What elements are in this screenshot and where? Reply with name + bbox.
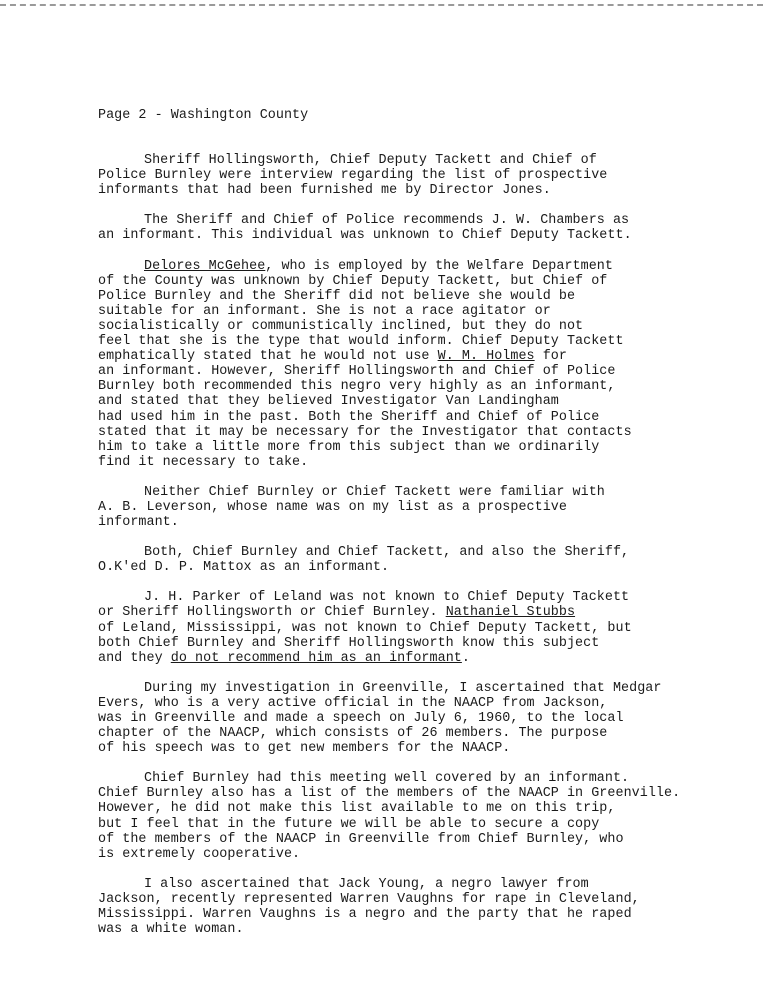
text-line [98,771,748,786]
text-line [98,922,748,937]
text-line [98,364,748,379]
document-page [98,108,748,952]
text-line [98,228,748,243]
text-segment: him to take a little more from this subject than we ordinarily [98,439,600,455]
text-segment: Both, Chief Burnley and Chief Tackett, and also the Sheriff, [144,545,630,561]
text-segment: of the members of the NAACP in Greenville from Chief Burnley, who [98,831,624,847]
text-segment: suitable for an informant. She is not a race agitator or [98,303,551,319]
underlined-text: do not recommend him as an informant [170,650,462,666]
text-line [98,651,748,666]
text-segment: Evers, who is a very active official in the NAACP from Jackson, [98,695,608,711]
text-line [98,832,748,847]
paragraph [98,213,748,243]
text-segment: or Sheriff Hollingsworth or Chief Burnley. [98,605,446,621]
text-segment: socialistically or communistically inclined, but they do not [98,318,584,334]
text-line [98,425,748,440]
text-line [98,590,748,605]
paragraph [98,545,748,575]
text-segment: informant. [98,515,179,531]
text-line [98,786,748,801]
text-line [98,892,748,907]
text-line [98,877,748,892]
text-segment: The Sheriff and Chief of Police recommends J. W. Chambers as [144,213,630,229]
text-line [98,394,748,409]
text-line [98,621,748,636]
text-segment: an informant. This individual was unknown to Chief Deputy Tackett. [98,228,632,244]
paragraph [98,877,748,937]
page-top-edge [0,4,763,6]
text-line [98,455,748,470]
text-segment: Neither Chief Burnley or Chief Tackett were familiar with [144,484,605,500]
text-line [98,304,748,319]
text-line [98,817,748,832]
text-line [98,274,748,289]
text-line [98,259,748,274]
text-line [98,485,748,500]
paragraph [98,485,748,530]
text-segment: and they [98,650,171,666]
paragraph [98,153,748,198]
text-segment: , who is employed by the Welfare Department [265,258,613,274]
underlined-text: Nathaniel Stubbs [445,605,576,621]
text-line [98,907,748,922]
text-segment: feel that she is the type that would inform. Chief Deputy Tackett [98,334,624,350]
text-segment: During my investigation in Greenville, I ascertained that Medgar [144,680,662,696]
text-segment: Police Burnley and the Sheriff did not believe she would be [98,288,576,304]
text-line [98,801,748,816]
text-segment: but I feel that in the future we will be able to secure a copy [98,816,600,832]
text-segment: chapter of the NAACP, which consists of 26 members. The purpose [98,726,608,742]
text-segment: was a white woman. [98,922,244,938]
text-segment: Jackson, recently represented Warren Vaughns for rape in Cleveland, [98,891,640,907]
text-segment: A. B. Leverson, whose name was on my list as a prospective [98,499,567,515]
text-segment: is extremely cooperative. [98,846,301,862]
text-line [98,726,748,741]
text-segment: However, he did not make this list available to me on this trip, [98,801,616,817]
text-segment: Sheriff Hollingsworth, Chief Deputy Tackett and Chief of [144,153,597,169]
text-segment: . [461,650,470,666]
text-line [98,696,748,711]
text-segment: both Chief Burnley and Sheriff Hollingsworth know this subject [98,635,600,651]
text-line [98,515,748,530]
paragraph [98,771,748,862]
text-segment: informants that had been furnished me by Director Jones. [98,183,551,199]
text-segment: had used him in the past. Both the Sheriff and Chief of Police [98,409,600,425]
text-segment: of the County was unknown by Chief Deputy Tackett, but Chief of [98,273,608,289]
text-line [98,711,748,726]
text-line [98,560,748,575]
paragraph [98,259,748,470]
paragraph [98,681,748,756]
text-segment: an informant. However, Sheriff Hollingsworth and Chief of Police [98,364,616,380]
text-segment: and stated that they believed Investigator Van Landingham [98,394,559,410]
text-segment: O.K'ed D. P. Mattox as an informant. [98,560,390,576]
underlined-text: W. M. Holmes [437,349,535,365]
text-segment: J. H. Parker of Leland was not known to Chief Deputy Tackett [144,590,630,606]
text-line [98,440,748,455]
text-line [98,681,748,696]
text-line [98,545,748,560]
text-segment: of his speech was to get new members for the NAACP. [98,741,511,757]
text-segment: Chief Burnley had this meeting well covered by an informant. [144,771,630,787]
text-segment: for [534,349,567,365]
text-line [98,636,748,651]
text-line [98,605,748,620]
text-segment: stated that it may be necessary for the Investigator that contacts [98,424,632,440]
text-line [98,289,748,304]
text-line [98,379,748,394]
text-line [98,847,748,862]
text-segment: of Leland, Mississippi, was not known to Chief Deputy Tackett, but [98,620,632,636]
text-segment: was in Greenville and made a speech on July 6, 1960, to the local [98,711,624,726]
text-segment: emphatically stated that he would not use [98,349,438,365]
text-line [98,349,748,364]
text-line [98,183,748,198]
document-body [98,153,748,937]
text-line [98,500,748,515]
text-segment: find it necessary to take. [98,454,309,470]
text-line [98,319,748,334]
text-line [98,168,748,183]
page-heading: Page 2 - Washington County [98,108,309,123]
underlined-text: Delores McGehee [144,258,266,274]
text-line [98,153,748,168]
text-line [98,410,748,425]
text-segment: Burnley both recommended this negro very highly as an informant, [98,379,616,395]
text-segment: Mississippi. Warren Vaughns is a negro and the party that he raped [98,907,632,923]
text-segment: Chief Burnley also has a list of the members of the NAACP in Greenville. [98,786,681,802]
paragraph [98,590,748,665]
text-line [98,334,748,349]
text-segment: Police Burnley were interview regarding the list of prospective [98,168,608,184]
text-line [98,741,748,756]
text-line [98,213,748,228]
text-segment: I also ascertained that Jack Young, a negro lawyer from [144,876,589,892]
